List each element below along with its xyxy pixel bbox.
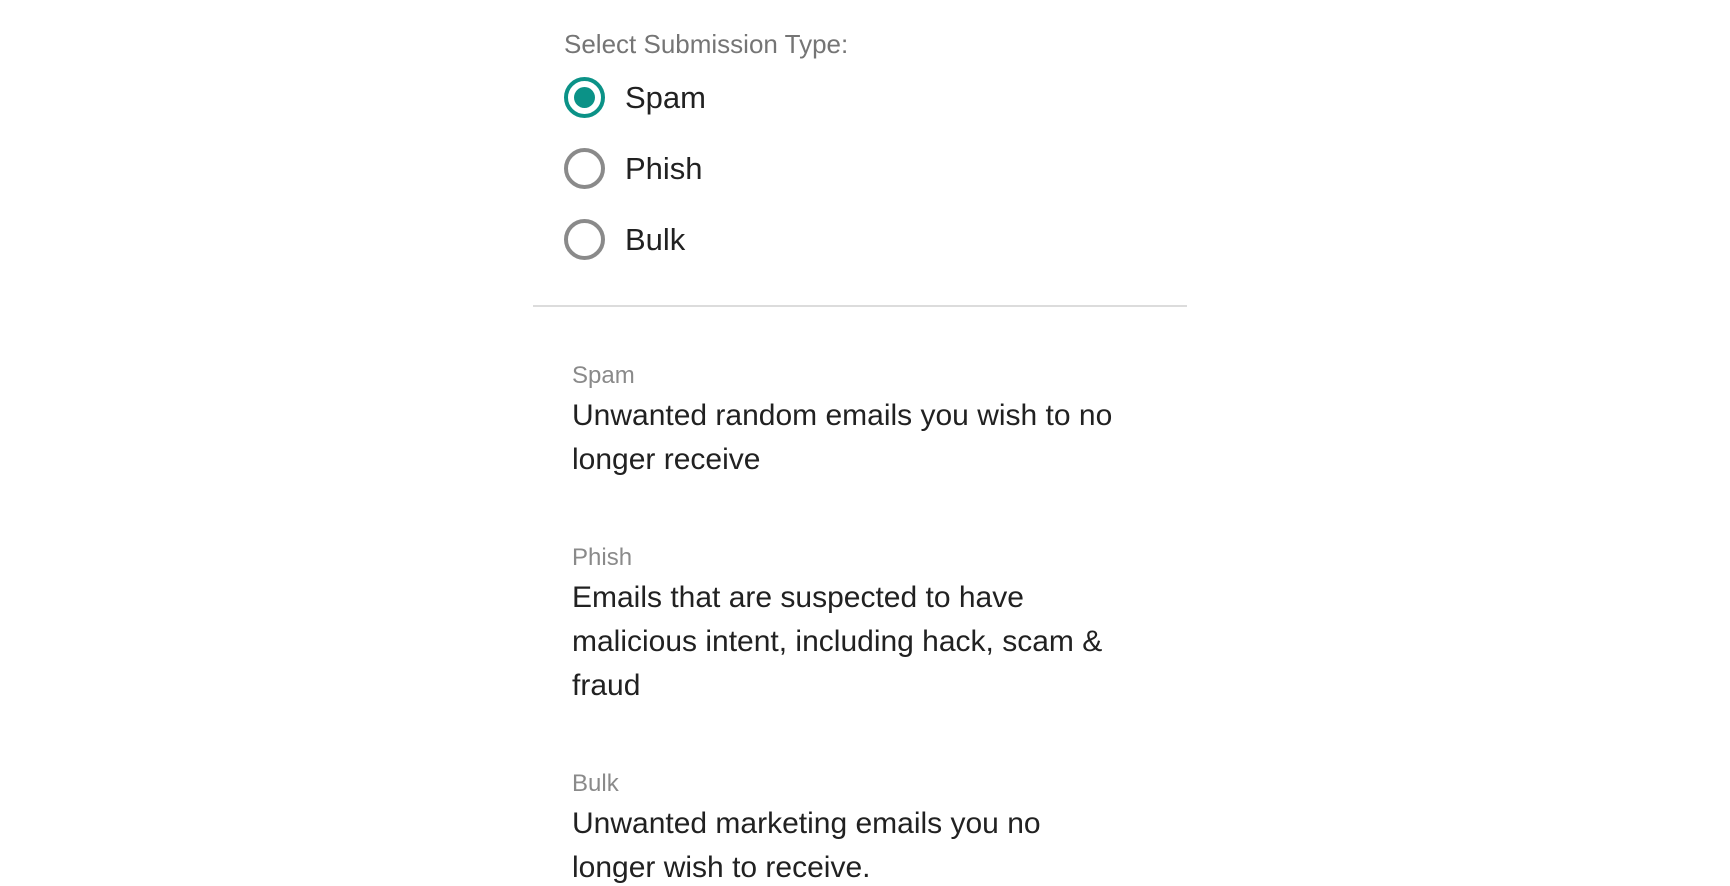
description-section-spam	[572, 360, 1132, 482]
radio-button-icon[interactable]	[564, 148, 605, 189]
section-divider	[533, 305, 1187, 307]
radio-dot-icon	[574, 158, 595, 179]
description-title: Phish	[572, 544, 633, 571]
radio-option-label: Bulk	[625, 221, 686, 257]
description-section-bulk	[572, 768, 1132, 886]
description-text: Unwanted marketing emails you no longer wish to receive.	[572, 807, 1041, 884]
radio-dot-icon	[574, 87, 595, 108]
radio-option-label: Phish	[625, 150, 703, 186]
description-title: Spam	[572, 362, 635, 389]
submission-type-radio-group	[564, 77, 706, 260]
radio-button-icon[interactable]	[564, 219, 605, 260]
description-text: Unwanted random emails you wish to no longer receive	[572, 399, 1113, 476]
submission-type-label: Select Submission Type:	[564, 29, 849, 59]
description-title: Bulk	[572, 770, 619, 797]
radio-dot-icon	[574, 229, 595, 250]
radio-option-phish[interactable]	[564, 148, 706, 189]
radio-option-bulk[interactable]	[564, 219, 706, 260]
description-text: Emails that are suspected to have malicious intent, including hack, scam & fraud	[572, 581, 1103, 702]
radio-option-label: Spam	[625, 79, 706, 115]
submission-type-descriptions	[572, 360, 1132, 886]
description-section-phish	[572, 542, 1132, 708]
radio-button-icon[interactable]	[564, 77, 605, 118]
radio-option-spam[interactable]	[564, 77, 706, 118]
